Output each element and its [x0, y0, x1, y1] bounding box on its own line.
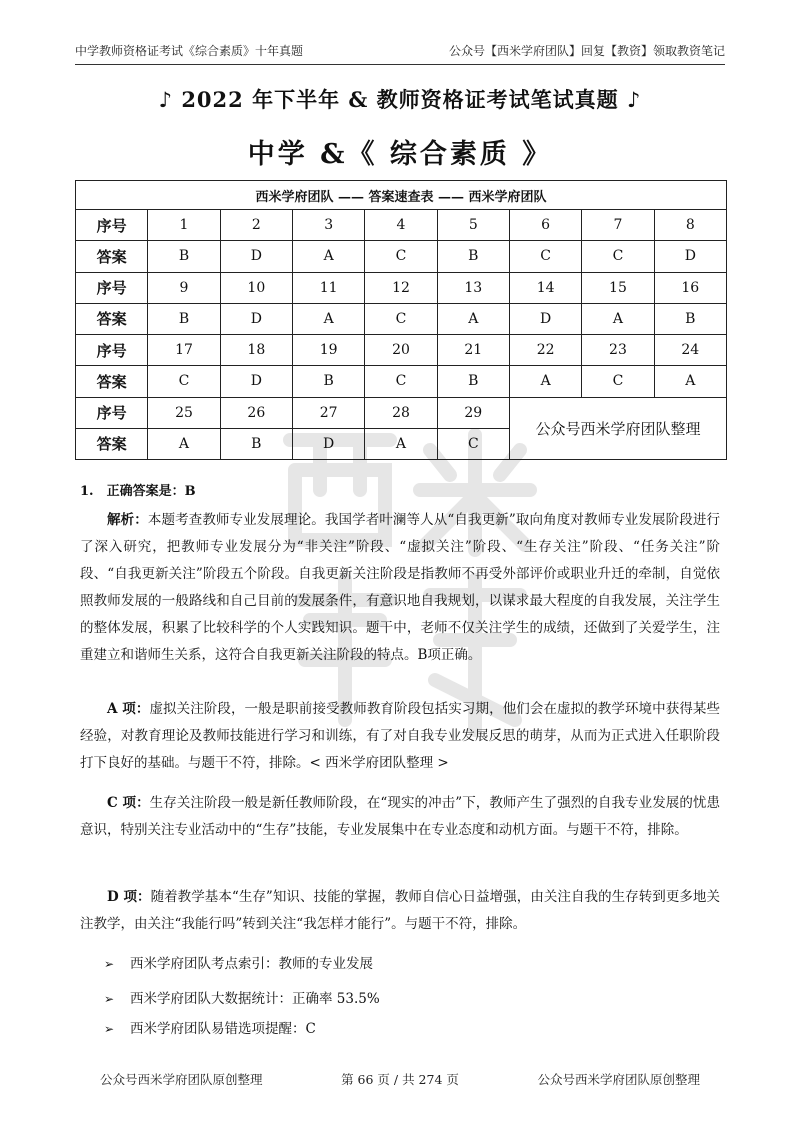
list-item — [104, 952, 373, 972]
bullet-text: 西米学府团队大数据统计：正确率 53.5% — [130, 991, 380, 1007]
answer-cell: A — [582, 303, 654, 334]
answer-cell: D — [292, 428, 364, 459]
table-row — [76, 335, 727, 366]
seq-cell: 12 — [365, 272, 437, 303]
seq-cell: 27 — [292, 397, 364, 428]
answer-cell: A — [148, 428, 220, 459]
seq-cell: 22 — [509, 335, 581, 366]
seq-cell: 6 — [509, 210, 581, 241]
arrow-bullet-icon: ➢ — [104, 1022, 115, 1036]
answer-cell: C — [365, 303, 437, 334]
option-d-paragraph — [80, 884, 720, 938]
seq-cell: 5 — [437, 210, 509, 241]
header-left-text: 中学教师资格证考试《综合素质》十年真题 — [75, 44, 304, 58]
answer-cell: A — [654, 366, 726, 397]
seq-cell: 3 — [292, 210, 364, 241]
answer-cell: A — [292, 303, 364, 334]
answer-cell: B — [292, 366, 364, 397]
answer-cell: C — [582, 241, 654, 272]
answer-table-caption: 西米学府团队 —— 答案速查表 —— 西米学府团队 — [76, 181, 727, 210]
list-item — [104, 987, 380, 1007]
analysis-paragraph — [80, 507, 720, 669]
answer-cell: B — [220, 428, 292, 459]
answer-cell: A — [437, 303, 509, 334]
seq-label: 序号 — [76, 335, 148, 366]
seq-cell: 20 — [365, 335, 437, 366]
option-a-paragraph — [80, 696, 720, 777]
answer-cell: D — [654, 241, 726, 272]
answer-label: 答案 — [76, 428, 148, 459]
seq-cell: 28 — [365, 397, 437, 428]
seq-cell: 17 — [148, 335, 220, 366]
question-heading: 1. 正确答案是：B — [80, 484, 196, 499]
list-item — [104, 1017, 316, 1037]
answer-cell: B — [437, 241, 509, 272]
option-c-text: 生存关注阶段一般是新任教师阶段，在“现实的冲击”下，教师产生了强烈的自我专业发展的忧患意识，特别关注专业活动中的“生存”技能，专业发展集中在专业态度和动机方面。与题干不符，排除。 — [80, 795, 720, 838]
analysis-text: 本题考查教师专业发展理论。我国学者叶澜等人从“自我更新”取向角度对教师专业发展阶段进行了深入研究，把教师专业发展分为“非关注”阶段、“虚拟关注”阶段、“生存关注”阶段、“任务关注”阶段、“自我更新关注”阶段五个阶段。自我更新关注阶段是指教师不再受外部评价或职业升迁的牵制，自觉依照教师发展的一般路线和自己目前的发展条件，有意识地自我规划，以谋求最大程度的自我发展，关注学生的整体发展，积累了比较科学的个人实践知识。题干中，老师不仅关注学生的成绩，还做到了关爱学生，注重建立和谐师生关系，这符合自我更新关注阶段的特点。B项正确。 — [80, 512, 721, 663]
answer-table — [75, 180, 727, 460]
page-header — [75, 38, 725, 65]
answer-cell: D — [220, 241, 292, 272]
option-a-label: A 项： — [107, 701, 150, 717]
answer-cell: D — [509, 303, 581, 334]
page-title-line1: ♪ 2022 年下半年 & 教师资格证考试笔试真题 ♪ — [158, 87, 642, 112]
arrow-bullet-icon: ➢ — [104, 992, 115, 1006]
answer-cell: C — [148, 366, 220, 397]
answer-cell: C — [365, 241, 437, 272]
seq-cell: 10 — [220, 272, 292, 303]
footer-right-text: 公众号西米学府团队原创整理 — [537, 1072, 700, 1087]
analysis-label: 解析： — [107, 512, 148, 528]
seq-cell: 26 — [220, 397, 292, 428]
seq-cell: 13 — [437, 272, 509, 303]
answer-label: 答案 — [76, 303, 148, 334]
seq-cell: 11 — [292, 272, 364, 303]
seq-cell: 2 — [220, 210, 292, 241]
page-number: 第 66 页 / 共 274 页 — [341, 1072, 459, 1087]
footer-left-text: 公众号西米学府团队原创整理 — [100, 1072, 263, 1087]
answer-cell: C — [582, 366, 654, 397]
table-row — [76, 303, 727, 334]
seq-cell: 19 — [292, 335, 364, 366]
answer-cell: B — [148, 303, 220, 334]
seq-cell: 29 — [437, 397, 509, 428]
header-right-text: 公众号【西米学府团队】回复【教资】领取教资笔记 — [448, 44, 725, 58]
answer-cell: B — [437, 366, 509, 397]
table-note: 公众号西米学府团队整理 — [509, 397, 726, 460]
answer-cell: B — [148, 241, 220, 272]
answer-cell: C — [365, 366, 437, 397]
table-row — [76, 366, 727, 397]
answer-cell: A — [292, 241, 364, 272]
option-d-label: D 项： — [107, 889, 151, 905]
answer-cell: D — [220, 303, 292, 334]
seq-cell: 7 — [582, 210, 654, 241]
answer-label: 答案 — [76, 366, 148, 397]
seq-label: 序号 — [76, 210, 148, 241]
table-row — [76, 272, 727, 303]
answer-cell: C — [509, 241, 581, 272]
seq-cell: 9 — [148, 272, 220, 303]
seq-cell: 23 — [582, 335, 654, 366]
seq-cell: 8 — [654, 210, 726, 241]
option-c-paragraph — [80, 790, 720, 844]
seq-cell: 14 — [509, 272, 581, 303]
answer-cell: C — [437, 428, 509, 459]
seq-cell: 16 — [654, 272, 726, 303]
option-a-text: 虚拟关注阶段，一般是职前接受教师教育阶段包括实习期，他们会在虚拟的教学环境中获得某些经验，对教育理论及教师技能进行学习和训练，有了对自我专业发展反思的萌芽，从而为正式进入任职阶段打下良好的基础。与题干不符，排除。< 西米学府团队整理 > — [80, 701, 720, 771]
seq-cell: 4 — [365, 210, 437, 241]
page-title-line2: 中学 &《 综合素质 》 — [247, 139, 553, 170]
answer-cell: A — [365, 428, 437, 459]
seq-cell: 25 — [148, 397, 220, 428]
arrow-bullet-icon: ➢ — [104, 957, 115, 971]
seq-cell: 1 — [148, 210, 220, 241]
answer-label: 答案 — [76, 241, 148, 272]
table-row — [76, 241, 727, 272]
seq-label: 序号 — [76, 397, 148, 428]
answer-cell: B — [654, 303, 726, 334]
seq-cell: 18 — [220, 335, 292, 366]
seq-cell: 15 — [582, 272, 654, 303]
answer-cell: D — [220, 366, 292, 397]
option-d-text: 随着教学基本“生存”知识、技能的掌握，教师自信心日益增强，由关注自我的生存转到更多地关注教学，由关注“我能行吗”转到关注“我怎样才能行”。与题干不符，排除。 — [80, 889, 720, 932]
option-c-label: C 项： — [107, 795, 150, 811]
bullet-text: 西米学府团队考点索引：教师的专业发展 — [130, 956, 373, 972]
table-row — [76, 397, 727, 428]
table-row — [76, 210, 727, 241]
seq-cell: 24 — [654, 335, 726, 366]
seq-cell: 21 — [437, 335, 509, 366]
seq-label: 序号 — [76, 272, 148, 303]
answer-cell: A — [509, 366, 581, 397]
bullet-text: 西米学府团队易错选项提醒：C — [130, 1021, 316, 1037]
